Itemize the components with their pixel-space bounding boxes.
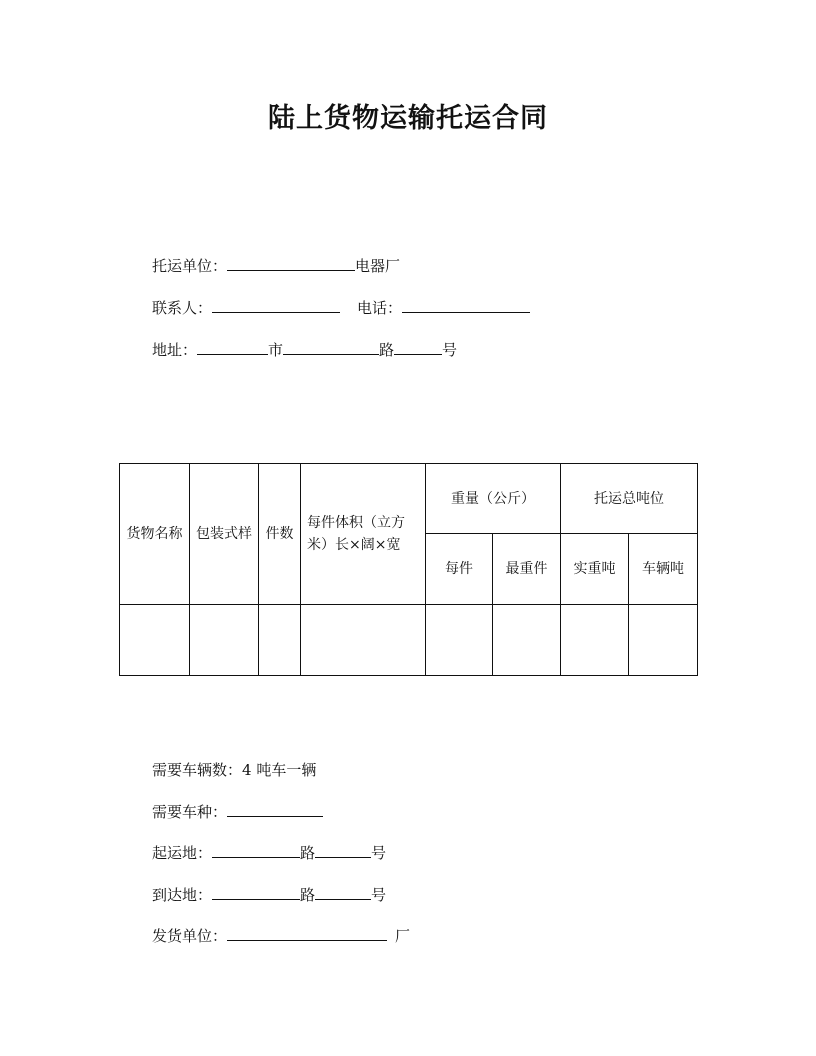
cell-weight-heaviest[interactable] [493, 605, 561, 676]
cell-piece-count[interactable] [259, 605, 301, 676]
sender-name-field[interactable] [227, 926, 387, 941]
address-road-label: 路 [379, 341, 395, 359]
destination-number-label: 号 [371, 886, 387, 904]
header-volume: 每件体积（立方米）长×阔×宽 [301, 464, 426, 605]
origin-road-field[interactable] [212, 843, 300, 858]
address-number-field[interactable] [394, 340, 442, 355]
vehicle-type-row [152, 802, 323, 822]
header-cargo-name: 货物名称 [120, 464, 190, 605]
origin-label: 起运地： [152, 844, 213, 862]
destination-number-field[interactable] [315, 885, 371, 900]
origin-number-label: 号 [371, 844, 387, 862]
origin-number-field[interactable] [315, 843, 371, 858]
sender-row [152, 926, 410, 946]
shipper-name-field[interactable] [227, 256, 355, 271]
contact-label: 联系人： [152, 299, 213, 317]
cell-weight-per-piece[interactable] [426, 605, 493, 676]
phone-field[interactable] [402, 298, 530, 313]
destination-road-field[interactable] [212, 885, 300, 900]
address-city-field[interactable] [197, 340, 268, 355]
address-row [152, 340, 457, 360]
shipper-row [152, 256, 400, 276]
destination-label: 到达地： [152, 886, 213, 904]
header-tonnage-actual: 实重吨 [561, 534, 629, 605]
cell-packaging[interactable] [190, 605, 259, 676]
document-title: 陆上货物运输托运合同 [268, 103, 548, 134]
cell-tonnage-actual[interactable] [561, 605, 629, 676]
address-road-field[interactable] [283, 340, 379, 355]
header-weight: 重量（公斤） [426, 464, 561, 534]
cell-tonnage-vehicle[interactable] [629, 605, 698, 676]
phone-label: 电话： [357, 299, 403, 317]
shipper-suffix: 电器厂 [355, 257, 401, 275]
sender-label: 发货单位： [152, 927, 228, 945]
cell-volume[interactable] [301, 605, 426, 676]
destination-road-label: 路 [300, 886, 316, 904]
header-piece-count: 件数 [259, 464, 301, 605]
address-label: 地址： [152, 341, 198, 359]
origin-road-label: 路 [300, 844, 316, 862]
vehicle-type-label: 需要车种： [152, 803, 228, 821]
header-packaging: 包装式样 [190, 464, 259, 605]
destination-row [152, 885, 386, 905]
header-tonnage-vehicle: 车辆吨 [629, 534, 698, 605]
table-row [120, 605, 698, 676]
header-total-tonnage: 托运总吨位 [561, 464, 698, 534]
address-number-label: 号 [442, 341, 458, 359]
origin-row [152, 843, 386, 863]
sender-suffix: 厂 [395, 927, 411, 945]
vehicles-label: 需要车辆数： [152, 761, 243, 779]
vehicle-type-field[interactable] [227, 802, 323, 817]
vehicles-value: 4 吨车一辆 [242, 761, 317, 779]
contact-row [152, 298, 530, 318]
cell-cargo-name[interactable] [120, 605, 190, 676]
cargo-table [119, 463, 698, 676]
address-city-label: 市 [268, 341, 284, 359]
shipper-label: 托运单位： [152, 257, 228, 275]
contact-person-field[interactable] [212, 298, 340, 313]
header-weight-per-piece: 每件 [426, 534, 493, 605]
header-weight-heaviest: 最重件 [493, 534, 561, 605]
vehicles-row [152, 760, 316, 780]
